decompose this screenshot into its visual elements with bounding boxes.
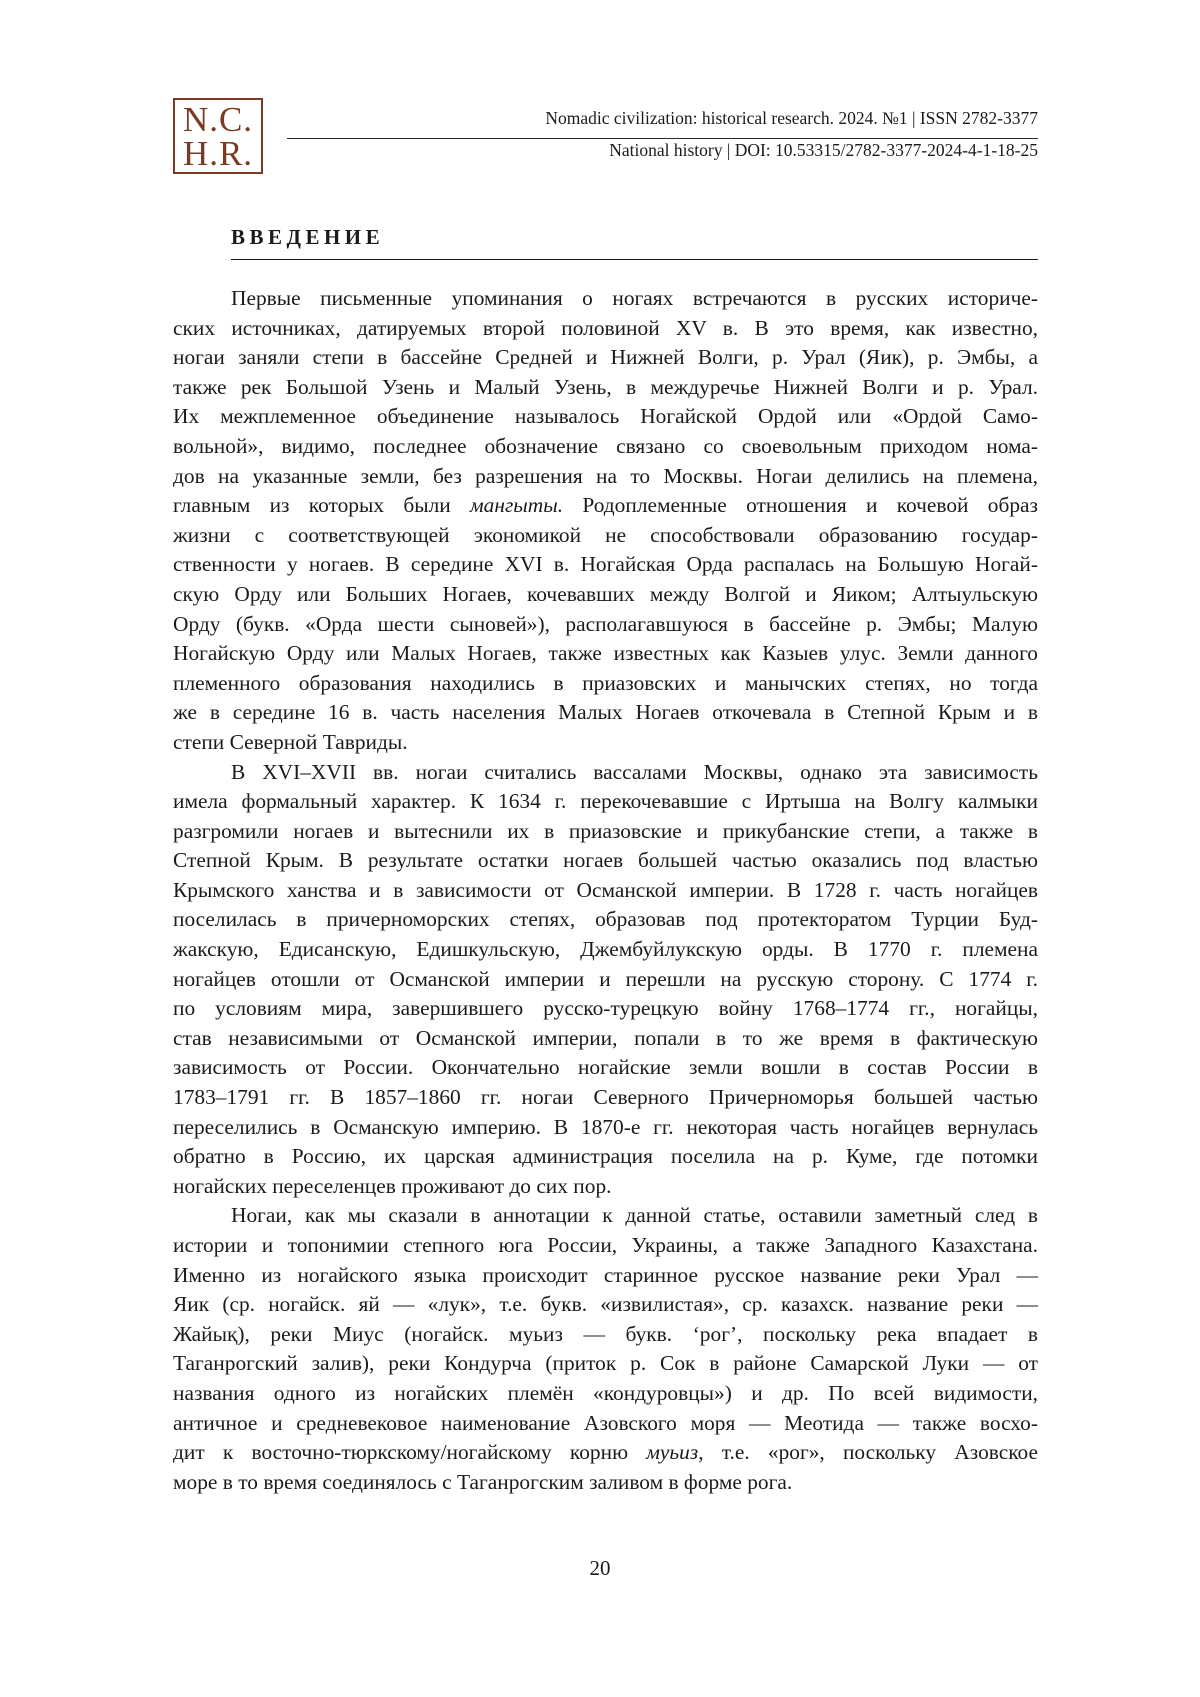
logo-line-1: N.C. xyxy=(182,100,254,139)
text-line: Ногаи, как мы сказали в аннотации к данной статье, оставили заметный след в xyxy=(231,1203,1038,1228)
section-heading: ВВЕДЕНИЕ xyxy=(231,225,385,249)
text-line: дов на указанные земли, без разрешения на то Москвы. Ногаи делились на племена, xyxy=(173,463,1038,488)
text-line: ногайских переселенцев проживают до сих пор. xyxy=(173,1173,612,1198)
text-line: же в середине 16 в. часть населения Малых Ногаев откочевала в Степной Крым и в xyxy=(173,700,1038,725)
italic-term: мангыты. xyxy=(469,493,564,518)
text-line: ственности у ногаев. В середине XVI в. Ногайская Орда распалась на Большую Ногай- xyxy=(173,552,1038,577)
text-line: переселились в Османскую империю. В 1870-е гг. некоторая часть ногайцев вернулась xyxy=(173,1114,1038,1139)
text-line: Яик (ср. ногайск. яй — «лук», т.е. букв. «извилистая», ср. казахск. название реки — xyxy=(173,1292,1038,1317)
journal-citation: Nomadic civilization: historical research. 2024. №1 | ISSN 2782-3377 xyxy=(545,108,1038,128)
text-line: античное и средневековое наименование Азовского моря — Меотида — также восхо- xyxy=(173,1410,1038,1435)
text-line: обратно в Россию, их царская администрация поселила на р. Куме, где потомки xyxy=(173,1144,1038,1169)
text-line: Ногайскую Орду или Малых Ногаев, также известных как Казыев улус. Земли данного xyxy=(173,641,1038,666)
page-number: 20 xyxy=(589,1556,611,1580)
text-line: жизни с соответствующей экономикой не способствовали образованию государ- xyxy=(173,522,1038,547)
text-line: Степной Крым. В результате остатки ногаев большей частью оказались под властью xyxy=(173,848,1038,873)
text-line: Первые письменные упоминания о ногаях встречаются в русских историче- xyxy=(231,286,1038,310)
text-line: племенного образования находились в приазовских и манычских степях, но тогда xyxy=(173,670,1038,695)
section-divider xyxy=(231,259,1038,260)
text-line xyxy=(173,491,1038,521)
text-segment: , т.е. «рог», поскольку Азовское xyxy=(698,1440,1038,1465)
text-line: Жайық), реки Миус (ногайск. муьиз — букв. ‘рог’, поскольку река впадает в xyxy=(173,1321,1038,1346)
text-line: Крымского ханства и в зависимости от Османской империи. В 1728 г. часть ногайцев xyxy=(173,877,1038,902)
text-line: 1783–1791 гг. В 1857–1860 гг. ногаи Северного Причерноморья большей частью xyxy=(173,1085,1038,1110)
text-line: Именно из ногайского языка происходит старинное русское название реки Урал — xyxy=(173,1262,1038,1287)
text-segment: дит к восточно-тюркскому/ногайскому корню xyxy=(173,1440,647,1465)
text-line: зависимость от России. Окончательно ногайские земли вошли в состав России в xyxy=(173,1055,1038,1080)
text-line: вольной», видимо, последнее обозначение связано со своевольным приходом нома- xyxy=(173,433,1038,458)
journal-logo xyxy=(173,98,263,174)
italic-term: муьиз xyxy=(646,1440,699,1465)
text-line: став независимыми от Османской империи, попали в то же время в фактическую xyxy=(173,1025,1038,1050)
text-line: разгромили ногаев и вытеснили их в приазовские и прикубанские степи, а также в xyxy=(173,818,1038,843)
text-line: также рек Большой Узень и Малый Узень, в междуречье Нижней Волги и р. Урал. xyxy=(173,374,1038,399)
text-line: Таганрогский залив), реки Кондурча (приток р. Сок в районе Самарской Луки — от xyxy=(173,1351,1038,1376)
text-line: жакскую, Едисанскую, Едишкульскую, Джембуйлукскую орды. В 1770 г. племена xyxy=(173,937,1038,962)
paragraph xyxy=(173,758,1038,1202)
text-line: море в то время соединялось с Таганрогским заливом в форме рога. xyxy=(173,1469,793,1494)
paragraph xyxy=(173,284,1038,758)
text-line: Их межплеменное объединение называлось Ногайской Ордой или «Ордой Само- xyxy=(173,404,1038,429)
text-line: по условиям мира, завершившего русско-турецкую войну 1768–1774 гг., ногайцы, xyxy=(173,996,1038,1021)
text-segment: главным из которых были xyxy=(173,493,470,518)
text-line: названия одного из ногайских племён «кондуровцы») и др. По всей видимости, xyxy=(173,1380,1038,1405)
header-divider xyxy=(287,138,1038,139)
journal-doi: National history | DOI: 10.53315/2782-3377-2024-4-1-18-25 xyxy=(609,140,1038,160)
text-line: ногаи заняли степи в бассейне Средней и Нижней Волги, р. Урал (Яик), р. Эмбы, а xyxy=(173,345,1038,370)
text-line: поселилась в причерноморских степях, образовав под протекторатом Турции Буд- xyxy=(173,907,1038,932)
text-line: имела формальный характер. К 1634 г. перекочевавшие с Иртыша на Волгу калмыки xyxy=(173,789,1038,814)
text-line: истории и топонимии степного юга России, Украины, а также Западного Казахстана. xyxy=(173,1233,1038,1257)
text-line: ских источниках, датируемых второй половиной XV в. В это время, как известно, xyxy=(173,315,1038,340)
paragraph xyxy=(173,1201,1038,1497)
text-line xyxy=(173,1438,1038,1468)
text-line: ногайцев отошли от Османской империи и перешли на русскую сторону. С 1774 г. xyxy=(173,966,1038,991)
text-line: В XVI–XVII вв. ногаи считались вассалами Москвы, однако эта зависимость xyxy=(231,759,1038,784)
logo-line-2: H.R. xyxy=(182,134,254,173)
text-segment: Родоплеменные отношения и кочевой образ xyxy=(563,493,1038,518)
text-line: степи Северной Тавриды. xyxy=(173,729,408,754)
text-line: Орду (букв. «Орда шести сыновей»), располагавшуюся в бассейне р. Эмбы; Малую xyxy=(173,611,1038,636)
text-line: скую Орду или Больших Ногаев, кочевавших между Волгой и Яиком; Алтыульскую xyxy=(173,581,1038,606)
article-body xyxy=(173,284,1038,1497)
